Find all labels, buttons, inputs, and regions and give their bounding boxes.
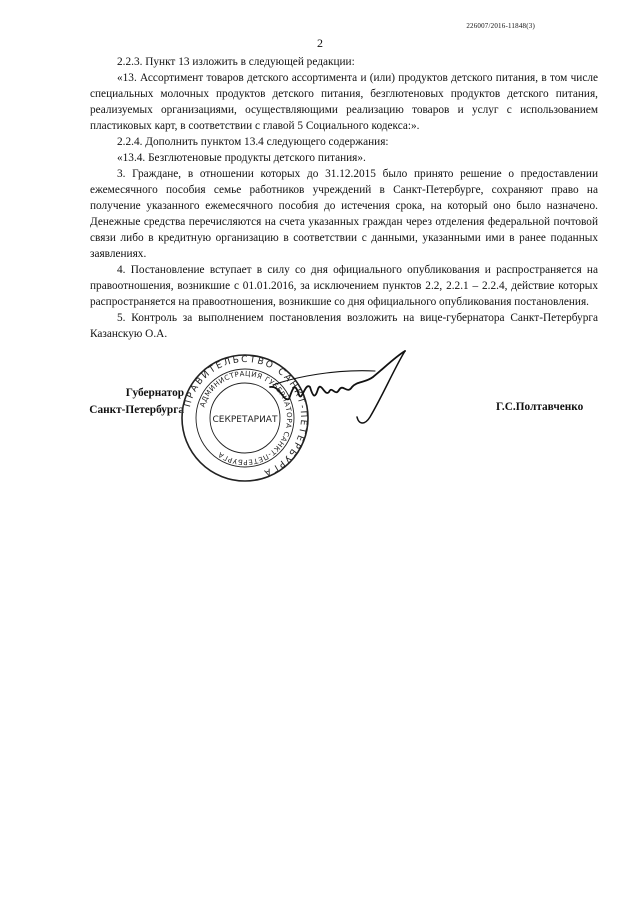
governor-name: Г.С.Полтавченко — [496, 401, 584, 413]
document-body — [90, 54, 598, 342]
paragraph-13-4-text: «13.4. Безглютеновые продукты детского питания». — [117, 152, 366, 164]
paragraph-2-2-4: 2.2.4. Дополнить пунктом 13.4 следующего содержания: — [117, 136, 389, 148]
paragraph-13-text: «13. Ассортимент товаров детского ассортимента и (или) продуктов детского питания, в том числе специальных молочных продуктов детского питания, безглютеновых продуктов детского питания, реализуемых организациями, осуществляющими реализацию товаров и услуг с использованием пластиковых карт, в соответствии с главой 5 Социального кодекса:». — [90, 72, 598, 132]
paragraph-5: 5. Контроль за выполнением постановления возложить на вице-губернатора Санкт-Петербурга Казанскую О.А. — [90, 312, 598, 340]
governor-title — [88, 385, 184, 419]
paragraph-2-2-3: 2.2.3. Пункт 13 изложить в следующей редакции: — [117, 56, 355, 68]
page-number: 2 — [317, 36, 323, 50]
paragraph-4: 4. Постановление вступает в силу со дня официального опубликования и распространяется на правоотношения, возникшие с 01.01.2016, за исключением пунктов 2.2, 2.2.1 – 2.2.4, действие которых распространяется на правоотношения, возникшие со дня официального опубликования постановления. — [90, 264, 598, 308]
handwritten-signature — [255, 347, 465, 427]
svg-text:АДМИНИСТРАЦИЯ ГУБЕРНАТОРА САНК: АДМИНИСТРАЦИЯ ГУБЕРНАТОРА САНКТ-ПЕТЕРБУРГА — [198, 369, 294, 467]
governor-title-line1: Губернатор — [125, 387, 184, 399]
svg-text:ПРАВИТЕЛЬСТВО САНКТ-ПЕТЕРБУРГА: ПРАВИТЕЛЬСТВО САНКТ-ПЕТЕРБУРГА — [183, 354, 309, 478]
paragraph-3: 3. Граждане, в отношении которых до 31.12.2015 было принято решение о предоставлении ежемесячного пособия семье работников учреждений в Санкт-Петербурге, сохраняют право на получение указанного ежемесячного пособия до истечения срока, на который оно было назначено. Денежные средства перечисляются на счета указанных граждан через отделения федеральной почтовой связи либо в кредитную организацию в соответствии с данными, указанными ими в ранее поданных заявлениях. — [90, 168, 598, 260]
document-id: 226007/2016-11848(3) — [466, 22, 535, 30]
signature-block — [0, 354, 640, 485]
governor-title-line2: Санкт-Петербурга — [89, 404, 184, 416]
svg-text:СЕКРЕТАРИАТ: СЕКРЕТАРИАТ — [212, 415, 278, 425]
